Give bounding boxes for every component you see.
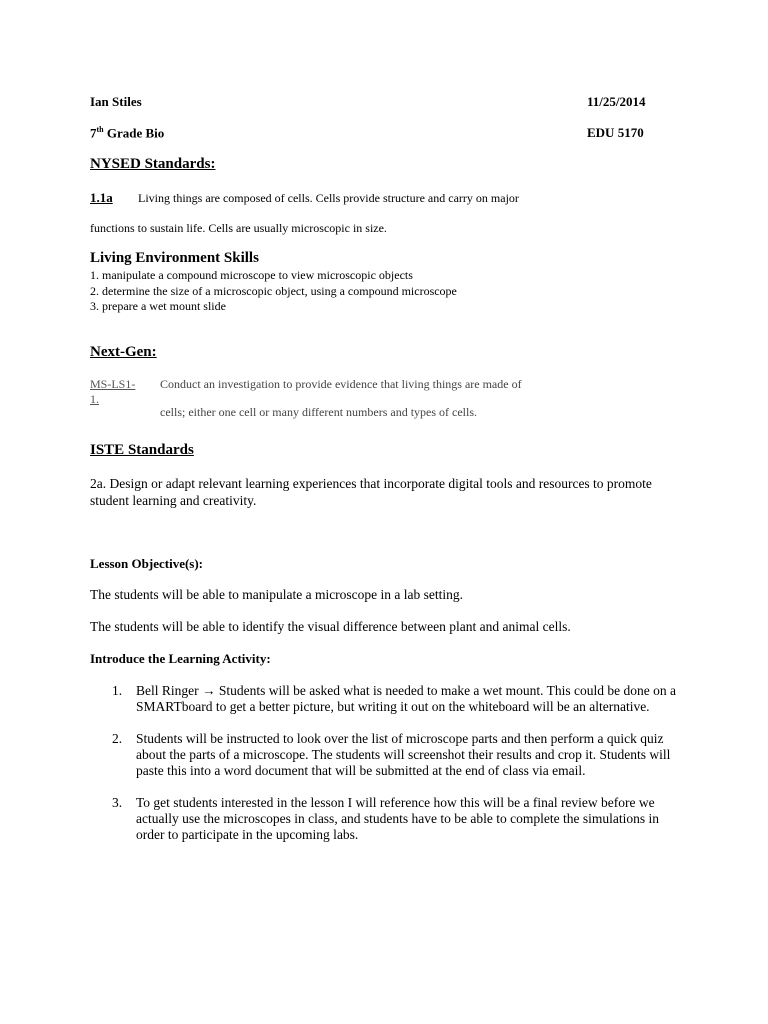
class-name [90, 125, 164, 141]
objectives-heading: Lesson Objective(s): [90, 556, 204, 571]
objective-item: The students will be able to manipulate a microscope in a lab setting. [90, 587, 464, 602]
nextgen-code-line-2: 1. [90, 392, 99, 406]
activity-heading: Introduce the Learning Activity: [90, 651, 271, 666]
nysed-line-2: functions to sustain life. Cells are usually microscopic in size. [90, 221, 387, 235]
document-date: 11/25/2014 [587, 94, 646, 109]
grade-number: 7 [90, 125, 97, 141]
nysed-code: 1.1a [90, 190, 113, 205]
nextgen-heading: Next-Gen: [90, 344, 157, 360]
activity-item [90, 795, 682, 843]
objective-item: The students will be able to identify the visual difference between plant and animal cells. [90, 619, 571, 634]
nysed-line-1: Living things are composed of cells. Cells provide structure and carry on major [138, 191, 519, 205]
grade-superscript: th [96, 125, 104, 134]
skills-item: 3. prepare a wet mount slide [90, 299, 226, 313]
activity-number: 1. [112, 683, 123, 698]
iste-heading: ISTE Standards [90, 442, 194, 458]
skills-list [90, 268, 457, 315]
iste-text: 2a. Design or adapt relevant learning experiences that incorporate digital tools and resources to promote student learning and creativity. [90, 476, 652, 508]
skills-heading: Living Environment Skills [90, 250, 259, 266]
nextgen-line-2: cells; either one cell or many different numbers and types of cells. [160, 405, 478, 419]
skills-item: 1. manipulate a compound microscope to view microscopic objects [90, 268, 413, 282]
activity-text: Bell Ringer → Students will be asked what is needed to make a wet mount. This could be done on a SMARTboard to get a better picture, but writing it out on the whiteboard will be an alternative. [136, 683, 677, 714]
nextgen-line-1: Conduct an investigation to provide evidence that living things are made of [160, 377, 522, 391]
grade-rest: Grade Bio [103, 125, 165, 141]
author-name: Ian Stiles [90, 94, 142, 109]
skills-item: 2. determine the size of a microscopic object, using a compound microscope [90, 283, 457, 298]
activity-item [90, 683, 682, 715]
activity-number: 3. [112, 795, 123, 810]
nextgen-code-line-1: MS-LS1- [90, 377, 136, 391]
activity-text: Students will be instructed to look over the list of microscope parts and then perform a quick quiz about the parts of a microscope. The students will screenshot their results and crop it. Students will paste this into a word document that will be submitted at the end of class via email. [136, 731, 671, 778]
activity-number: 2. [112, 731, 123, 746]
activity-text: To get students interested in the lesson I will reference how this will be a final review before we actually use the microscopes in class, and students have to be able to complete the simulations in order to participate in the upcoming labs. [136, 795, 659, 842]
nysed-heading: NYSED Standards: [90, 156, 216, 172]
activity-item [90, 731, 682, 779]
course-code: EDU 5170 [587, 125, 644, 140]
nextgen-code[interactable] [90, 377, 135, 407]
activity-list [90, 683, 682, 859]
